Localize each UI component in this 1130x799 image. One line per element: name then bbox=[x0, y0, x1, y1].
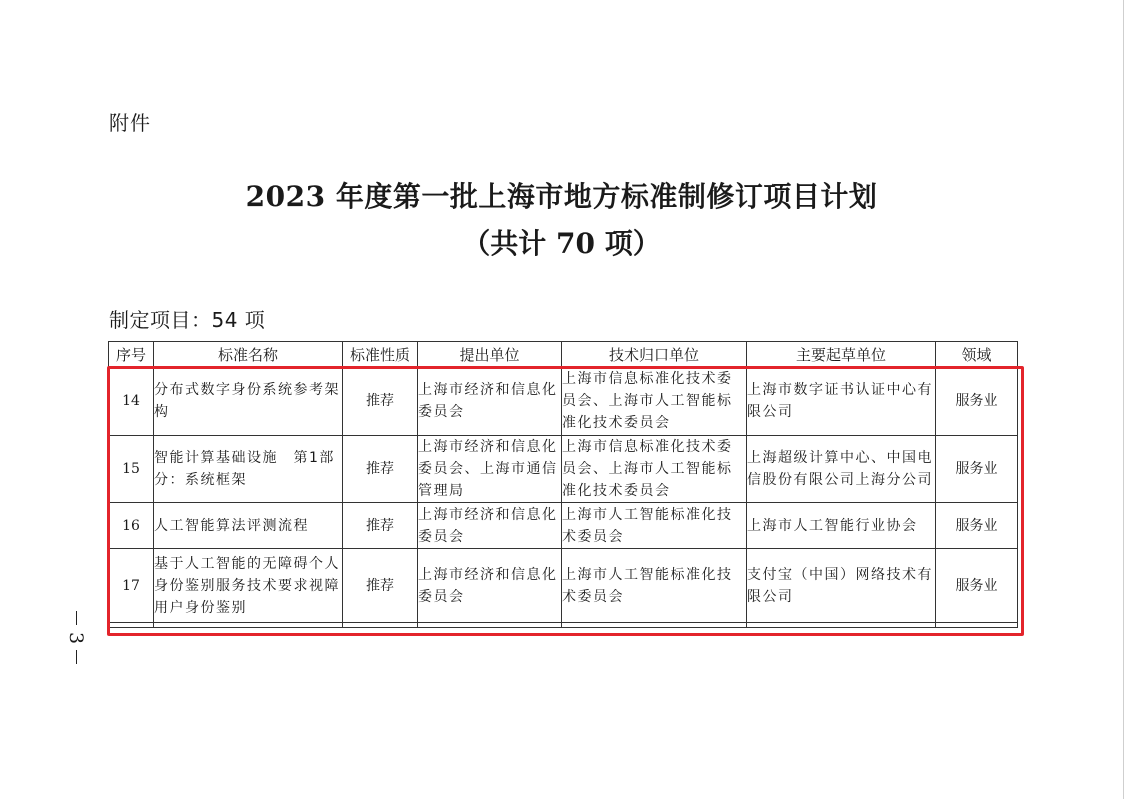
standard-type: 推荐 bbox=[343, 436, 418, 503]
header-standard-name: 标准名称 bbox=[154, 342, 343, 367]
proposer: 上海市经济和信息化委员会 bbox=[418, 367, 562, 436]
table-row bbox=[109, 367, 1018, 436]
field: 服务业 bbox=[936, 436, 1018, 503]
field: 服务业 bbox=[936, 367, 1018, 436]
plan-table bbox=[108, 341, 1018, 628]
standard-name: 基于人工智能的无障碍个人身份鉴别服务技术要求视障用户身份鉴别 bbox=[154, 549, 343, 623]
drafter: 上海市人工智能行业协会 bbox=[747, 503, 936, 549]
proposer: 上海市经济和信息化委员会 bbox=[418, 549, 562, 623]
table-row bbox=[109, 549, 1018, 623]
proposer: 上海市经济和信息化委员会 bbox=[418, 503, 562, 549]
document-title-count: （共计 70 项） bbox=[462, 227, 661, 260]
page-number-dash bbox=[62, 650, 90, 666]
standard-name: 分布式数字身份系统参考架构 bbox=[154, 367, 343, 436]
page-edge bbox=[1123, 0, 1130, 799]
header-proposer: 提出单位 bbox=[418, 342, 562, 367]
row-number: 14 bbox=[109, 367, 154, 436]
table-row bbox=[109, 503, 1018, 549]
row-number: 16 bbox=[109, 503, 154, 549]
header-no: 序号 bbox=[109, 342, 154, 367]
header-standard-type: 标准性质 bbox=[343, 342, 418, 367]
page-number bbox=[62, 610, 90, 666]
page-number-digit: 3 bbox=[65, 631, 87, 645]
proposer: 上海市经济和信息化委员会、上海市通信管理局 bbox=[418, 436, 562, 503]
attachment-label: 附件 bbox=[109, 111, 151, 135]
table-header-row bbox=[109, 342, 1018, 367]
field: 服务业 bbox=[936, 549, 1018, 623]
drafter: 上海市数字证书认证中心有限公司 bbox=[747, 367, 936, 436]
standard-type: 推荐 bbox=[343, 367, 418, 436]
field: 服务业 bbox=[936, 503, 1018, 549]
drafter: 支付宝（中国）网络技术有限公司 bbox=[747, 549, 936, 623]
standard-type: 推荐 bbox=[343, 503, 418, 549]
row-number: 17 bbox=[109, 549, 154, 623]
technical-committee: 上海市信息标准化技术委员会、上海市人工智能标准化技术委员会 bbox=[562, 367, 747, 436]
technical-committee: 上海市人工智能标准化技术委员会 bbox=[562, 549, 747, 623]
technical-committee: 上海市人工智能标准化技术委员会 bbox=[562, 503, 747, 549]
document-title: 2023 年度第一批上海市地方标准制修订项目计划 bbox=[245, 180, 878, 213]
drafter: 上海超级计算中心、中国电信股份有限公司上海分公司 bbox=[747, 436, 936, 503]
table-row-cutoff bbox=[109, 623, 1018, 628]
standard-name: 人工智能算法评测流程 bbox=[154, 503, 343, 549]
section-subtitle: 制定项目：54 项 bbox=[109, 308, 266, 332]
technical-committee: 上海市信息标准化技术委员会、上海市人工智能标准化技术委员会 bbox=[562, 436, 747, 503]
table-row bbox=[109, 436, 1018, 503]
standard-type: 推荐 bbox=[343, 549, 418, 623]
header-technical-committee: 技术归口单位 bbox=[562, 342, 747, 367]
header-drafter: 主要起草单位 bbox=[747, 342, 936, 367]
standard-name: 智能计算基础设施 第1部分：系统框架 bbox=[154, 436, 343, 503]
header-field: 领域 bbox=[936, 342, 1018, 367]
row-number: 15 bbox=[109, 436, 154, 503]
